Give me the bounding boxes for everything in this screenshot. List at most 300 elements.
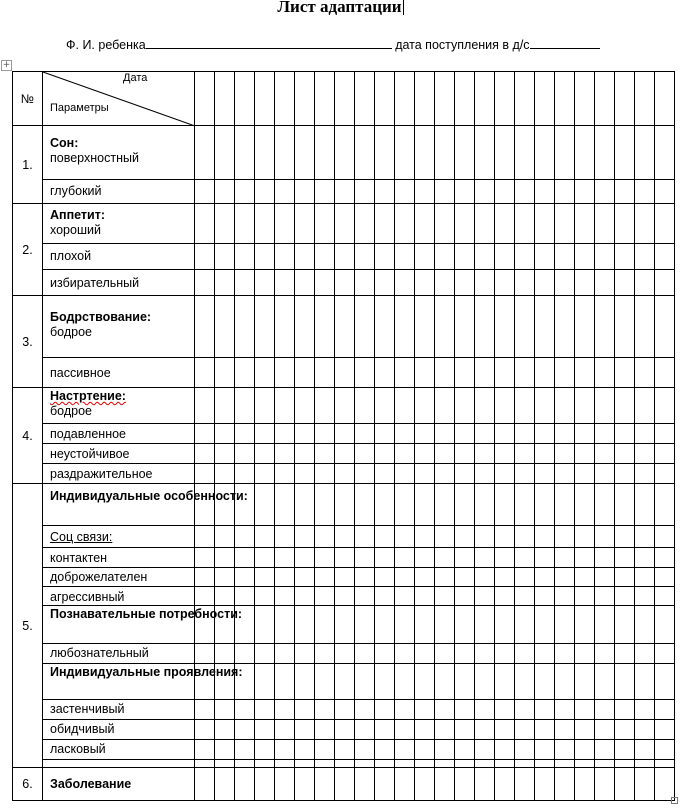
date-cell[interactable]	[215, 644, 235, 664]
date-cell[interactable]	[455, 358, 475, 388]
date-cell[interactable]	[455, 484, 475, 526]
date-cell[interactable]	[615, 126, 635, 180]
date-cell[interactable]	[655, 664, 675, 700]
date-cell[interactable]	[195, 464, 215, 484]
date-cell[interactable]	[375, 126, 395, 180]
date-cell[interactable]	[495, 720, 515, 740]
date-cell[interactable]	[375, 720, 395, 740]
date-cell[interactable]	[595, 296, 615, 358]
date-cell[interactable]	[495, 126, 515, 180]
date-cell[interactable]	[555, 548, 575, 568]
date-cell[interactable]	[475, 388, 495, 424]
date-cell[interactable]	[335, 768, 355, 801]
date-cell[interactable]	[595, 204, 615, 244]
date-cell[interactable]	[335, 270, 355, 296]
date-cell[interactable]	[595, 568, 615, 587]
date-cell[interactable]	[195, 548, 215, 568]
date-cell[interactable]	[275, 664, 295, 700]
date-cell[interactable]	[635, 126, 655, 180]
date-cell[interactable]	[375, 72, 395, 126]
date-cell[interactable]	[475, 568, 495, 587]
date-cell[interactable]	[275, 606, 295, 644]
date-cell[interactable]	[395, 760, 415, 768]
date-cell[interactable]	[215, 358, 235, 388]
date-cell[interactable]	[495, 568, 515, 587]
date-cell[interactable]	[415, 587, 435, 606]
date-cell[interactable]	[275, 568, 295, 587]
date-cell[interactable]	[575, 388, 595, 424]
date-cell[interactable]	[555, 606, 575, 644]
date-cell[interactable]	[455, 768, 475, 801]
date-cell[interactable]	[215, 296, 235, 358]
date-cell[interactable]	[615, 720, 635, 740]
date-cell[interactable]	[475, 296, 495, 358]
child-name-blank[interactable]	[146, 37, 392, 49]
date-cell[interactable]	[555, 740, 575, 760]
date-cell[interactable]	[275, 768, 295, 801]
date-cell[interactable]	[435, 768, 455, 801]
date-cell[interactable]	[475, 526, 495, 548]
date-cell[interactable]	[375, 700, 395, 720]
date-cell[interactable]	[215, 526, 235, 548]
date-cell[interactable]	[615, 388, 635, 424]
date-cell[interactable]	[595, 760, 615, 768]
date-cell[interactable]	[375, 587, 395, 606]
date-cell[interactable]	[315, 358, 335, 388]
date-cell[interactable]	[375, 296, 395, 358]
date-cell[interactable]	[455, 180, 475, 204]
date-cell[interactable]	[455, 606, 475, 644]
date-cell[interactable]	[435, 296, 455, 358]
date-cell[interactable]	[475, 424, 495, 444]
date-cell[interactable]	[535, 270, 555, 296]
date-cell[interactable]	[415, 740, 435, 760]
date-cell[interactable]	[275, 358, 295, 388]
date-cell[interactable]	[215, 720, 235, 740]
date-cell[interactable]	[335, 464, 355, 484]
date-cell[interactable]	[315, 740, 335, 760]
date-cell[interactable]	[395, 244, 415, 270]
date-cell[interactable]	[475, 484, 495, 526]
date-cell[interactable]	[395, 664, 415, 700]
date-cell[interactable]	[495, 768, 515, 801]
date-cell[interactable]	[295, 644, 315, 664]
date-cell[interactable]	[655, 244, 675, 270]
date-cell[interactable]	[215, 126, 235, 180]
date-cell[interactable]	[395, 270, 415, 296]
date-cell[interactable]	[535, 296, 555, 358]
date-cell[interactable]	[255, 587, 275, 606]
date-cell[interactable]	[255, 358, 275, 388]
date-cell[interactable]	[515, 606, 535, 644]
date-cell[interactable]	[555, 700, 575, 720]
date-cell[interactable]	[575, 526, 595, 548]
date-cell[interactable]	[455, 388, 475, 424]
date-cell[interactable]	[435, 444, 455, 464]
date-cell[interactable]	[595, 700, 615, 720]
date-cell[interactable]	[335, 720, 355, 740]
date-cell[interactable]	[555, 72, 575, 126]
date-cell[interactable]	[575, 548, 595, 568]
date-cell[interactable]	[495, 270, 515, 296]
date-cell[interactable]	[535, 464, 555, 484]
date-cell[interactable]	[435, 484, 455, 526]
date-cell[interactable]	[395, 424, 415, 444]
date-cell[interactable]	[375, 388, 395, 424]
date-cell[interactable]	[515, 444, 535, 464]
date-cell[interactable]	[355, 526, 375, 548]
date-cell[interactable]	[395, 587, 415, 606]
date-cell[interactable]	[335, 126, 355, 180]
date-cell[interactable]	[395, 526, 415, 548]
date-cell[interactable]	[615, 444, 635, 464]
date-cell[interactable]	[655, 204, 675, 244]
date-cell[interactable]	[635, 180, 655, 204]
date-cell[interactable]	[355, 424, 375, 444]
date-cell[interactable]	[495, 587, 515, 606]
date-cell[interactable]	[315, 244, 335, 270]
date-cell[interactable]	[335, 606, 355, 644]
date-cell[interactable]	[575, 444, 595, 464]
date-cell[interactable]	[535, 760, 555, 768]
date-cell[interactable]	[335, 568, 355, 587]
date-cell[interactable]	[275, 526, 295, 548]
date-cell[interactable]	[275, 72, 295, 126]
date-cell[interactable]	[535, 424, 555, 444]
date-cell[interactable]	[535, 548, 555, 568]
date-cell[interactable]	[295, 568, 315, 587]
date-cell[interactable]	[375, 180, 395, 204]
date-cell[interactable]	[515, 720, 535, 740]
date-cell[interactable]	[555, 644, 575, 664]
date-cell[interactable]	[655, 270, 675, 296]
date-cell[interactable]	[455, 720, 475, 740]
date-cell[interactable]	[575, 740, 595, 760]
date-cell[interactable]	[335, 444, 355, 464]
date-cell[interactable]	[315, 568, 335, 587]
admission-date-blank[interactable]	[530, 37, 600, 49]
date-cell[interactable]	[195, 72, 215, 126]
date-cell[interactable]	[355, 760, 375, 768]
date-cell[interactable]	[595, 548, 615, 568]
date-cell[interactable]	[475, 180, 495, 204]
date-cell[interactable]	[255, 270, 275, 296]
date-cell[interactable]	[495, 526, 515, 548]
date-cell[interactable]	[435, 568, 455, 587]
date-cell[interactable]	[215, 444, 235, 464]
date-cell[interactable]	[195, 424, 215, 444]
date-cell[interactable]	[595, 606, 615, 644]
date-cell[interactable]	[255, 768, 275, 801]
date-cell[interactable]	[535, 244, 555, 270]
date-cell[interactable]	[335, 244, 355, 270]
date-cell[interactable]	[275, 126, 295, 180]
date-cell[interactable]	[655, 526, 675, 548]
date-cell[interactable]	[435, 760, 455, 768]
date-cell[interactable]	[575, 700, 595, 720]
date-cell[interactable]	[435, 424, 455, 444]
date-cell[interactable]	[615, 760, 635, 768]
date-cell[interactable]	[315, 126, 335, 180]
date-cell[interactable]	[515, 244, 535, 270]
date-cell[interactable]	[515, 664, 535, 700]
date-cell[interactable]	[475, 760, 495, 768]
date-cell[interactable]	[255, 740, 275, 760]
date-cell[interactable]	[415, 296, 435, 358]
date-cell[interactable]	[235, 740, 255, 760]
date-cell[interactable]	[655, 72, 675, 126]
date-cell[interactable]	[455, 664, 475, 700]
date-cell[interactable]	[535, 358, 555, 388]
date-cell[interactable]	[455, 644, 475, 664]
date-cell[interactable]	[655, 568, 675, 587]
date-cell[interactable]	[395, 204, 415, 244]
date-cell[interactable]	[475, 270, 495, 296]
date-cell[interactable]	[255, 526, 275, 548]
date-cell[interactable]	[495, 484, 515, 526]
date-cell[interactable]	[335, 548, 355, 568]
date-cell[interactable]	[295, 244, 315, 270]
date-cell[interactable]	[655, 388, 675, 424]
date-cell[interactable]	[455, 244, 475, 270]
date-cell[interactable]	[555, 587, 575, 606]
table-move-handle-icon[interactable]: +	[2, 60, 11, 70]
date-cell[interactable]	[215, 464, 235, 484]
date-cell[interactable]	[295, 126, 315, 180]
date-cell[interactable]	[295, 606, 315, 644]
date-cell[interactable]	[635, 270, 655, 296]
date-cell[interactable]	[295, 270, 315, 296]
date-cell[interactable]	[395, 740, 415, 760]
date-cell[interactable]	[455, 568, 475, 587]
date-cell[interactable]	[535, 768, 555, 801]
date-cell[interactable]	[195, 126, 215, 180]
date-cell[interactable]	[455, 204, 475, 244]
date-cell[interactable]	[515, 700, 535, 720]
date-cell[interactable]	[435, 180, 455, 204]
date-cell[interactable]	[215, 740, 235, 760]
date-cell[interactable]	[575, 270, 595, 296]
date-cell[interactable]	[235, 526, 255, 548]
date-cell[interactable]	[255, 244, 275, 270]
date-cell[interactable]	[555, 204, 575, 244]
date-cell[interactable]	[295, 740, 315, 760]
date-cell[interactable]	[335, 388, 355, 424]
date-cell[interactable]	[195, 526, 215, 548]
date-cell[interactable]	[595, 72, 615, 126]
date-cell[interactable]	[355, 388, 375, 424]
date-cell[interactable]	[295, 358, 315, 388]
date-cell[interactable]	[355, 720, 375, 740]
date-cell[interactable]	[515, 296, 535, 358]
date-cell[interactable]	[455, 126, 475, 180]
date-cell[interactable]	[615, 644, 635, 664]
date-cell[interactable]	[555, 444, 575, 464]
date-cell[interactable]	[395, 388, 415, 424]
date-cell[interactable]	[475, 768, 495, 801]
date-cell[interactable]	[615, 768, 635, 801]
date-cell[interactable]	[275, 444, 295, 464]
date-cell[interactable]	[655, 424, 675, 444]
date-cell[interactable]	[335, 526, 355, 548]
date-cell[interactable]	[615, 740, 635, 760]
date-cell[interactable]	[255, 126, 275, 180]
date-cell[interactable]	[455, 464, 475, 484]
date-cell[interactable]	[635, 526, 655, 548]
date-cell[interactable]	[475, 126, 495, 180]
date-cell[interactable]	[615, 484, 635, 526]
date-cell[interactable]	[435, 720, 455, 740]
date-cell[interactable]	[415, 358, 435, 388]
date-cell[interactable]	[315, 424, 335, 444]
date-cell[interactable]	[375, 664, 395, 700]
date-cell[interactable]	[435, 700, 455, 720]
date-cell[interactable]	[395, 484, 415, 526]
date-cell[interactable]	[275, 587, 295, 606]
date-cell[interactable]	[515, 760, 535, 768]
date-cell[interactable]	[435, 606, 455, 644]
date-cell[interactable]	[635, 568, 655, 587]
date-cell[interactable]	[635, 664, 655, 700]
date-cell[interactable]	[595, 358, 615, 388]
date-cell[interactable]	[415, 464, 435, 484]
date-cell[interactable]	[535, 664, 555, 700]
date-cell[interactable]	[395, 644, 415, 664]
date-cell[interactable]	[315, 444, 335, 464]
date-cell[interactable]	[255, 760, 275, 768]
date-cell[interactable]	[655, 587, 675, 606]
date-cell[interactable]	[595, 644, 615, 664]
date-cell[interactable]	[515, 568, 535, 587]
date-cell[interactable]	[475, 700, 495, 720]
date-cell[interactable]	[455, 700, 475, 720]
date-cell[interactable]	[395, 768, 415, 801]
date-cell[interactable]	[435, 526, 455, 548]
date-cell[interactable]	[395, 444, 415, 464]
date-cell[interactable]	[435, 664, 455, 700]
date-cell[interactable]	[315, 664, 335, 700]
date-cell[interactable]	[415, 606, 435, 644]
date-cell[interactable]	[515, 204, 535, 244]
date-cell[interactable]	[595, 740, 615, 760]
date-cell[interactable]	[375, 606, 395, 644]
date-cell[interactable]	[655, 606, 675, 644]
date-cell[interactable]	[515, 740, 535, 760]
date-cell[interactable]	[215, 204, 235, 244]
date-cell[interactable]	[255, 204, 275, 244]
date-cell[interactable]	[515, 587, 535, 606]
date-cell[interactable]	[375, 270, 395, 296]
date-cell[interactable]	[455, 587, 475, 606]
date-cell[interactable]	[235, 388, 255, 424]
date-cell[interactable]	[575, 768, 595, 801]
date-cell[interactable]	[595, 180, 615, 204]
date-cell[interactable]	[255, 444, 275, 464]
date-cell[interactable]	[635, 72, 655, 126]
date-cell[interactable]	[275, 424, 295, 444]
date-cell[interactable]	[395, 464, 415, 484]
date-cell[interactable]	[195, 388, 215, 424]
date-cell[interactable]	[655, 464, 675, 484]
date-cell[interactable]	[635, 606, 655, 644]
date-cell[interactable]	[475, 548, 495, 568]
date-cell[interactable]	[395, 180, 415, 204]
date-cell[interactable]	[615, 587, 635, 606]
date-cell[interactable]	[635, 484, 655, 526]
date-cell[interactable]	[535, 568, 555, 587]
date-cell[interactable]	[415, 484, 435, 526]
date-cell[interactable]	[595, 464, 615, 484]
date-cell[interactable]	[355, 72, 375, 126]
date-cell[interactable]	[435, 464, 455, 484]
date-cell[interactable]	[235, 126, 255, 180]
date-cell[interactable]	[495, 296, 515, 358]
date-cell[interactable]	[315, 720, 335, 740]
date-cell[interactable]	[595, 484, 615, 526]
date-cell[interactable]	[435, 548, 455, 568]
date-cell[interactable]	[235, 72, 255, 126]
date-cell[interactable]	[195, 244, 215, 270]
date-cell[interactable]	[615, 664, 635, 700]
date-cell[interactable]	[375, 424, 395, 444]
date-cell[interactable]	[575, 296, 595, 358]
date-cell[interactable]	[375, 760, 395, 768]
date-cell[interactable]	[435, 270, 455, 296]
date-cell[interactable]	[375, 768, 395, 801]
date-cell[interactable]	[635, 587, 655, 606]
date-cell[interactable]	[335, 587, 355, 606]
date-cell[interactable]	[355, 296, 375, 358]
date-cell[interactable]	[595, 424, 615, 444]
date-cell[interactable]	[255, 484, 275, 526]
date-cell[interactable]	[195, 720, 215, 740]
date-cell[interactable]	[355, 740, 375, 760]
date-cell[interactable]	[315, 606, 335, 644]
date-cell[interactable]	[215, 700, 235, 720]
date-cell[interactable]	[315, 204, 335, 244]
date-cell[interactable]	[395, 296, 415, 358]
date-cell[interactable]	[275, 700, 295, 720]
date-cell[interactable]	[515, 464, 535, 484]
date-cell[interactable]	[475, 204, 495, 244]
date-cell[interactable]	[215, 768, 235, 801]
date-cell[interactable]	[235, 568, 255, 587]
date-cell[interactable]	[375, 526, 395, 548]
date-cell[interactable]	[575, 204, 595, 244]
date-cell[interactable]	[255, 720, 275, 740]
date-cell[interactable]	[395, 548, 415, 568]
date-cell[interactable]	[415, 720, 435, 740]
date-cell[interactable]	[635, 464, 655, 484]
date-cell[interactable]	[555, 296, 575, 358]
date-cell[interactable]	[635, 768, 655, 801]
date-cell[interactable]	[275, 484, 295, 526]
date-cell[interactable]	[455, 72, 475, 126]
date-cell[interactable]	[415, 568, 435, 587]
date-cell[interactable]	[355, 358, 375, 388]
date-cell[interactable]	[555, 484, 575, 526]
date-cell[interactable]	[595, 388, 615, 424]
date-cell[interactable]	[355, 606, 375, 644]
date-cell[interactable]	[595, 444, 615, 464]
date-cell[interactable]	[555, 720, 575, 740]
date-cell[interactable]	[315, 464, 335, 484]
date-cell[interactable]	[655, 644, 675, 664]
date-cell[interactable]	[515, 180, 535, 204]
date-cell[interactable]	[615, 464, 635, 484]
date-cell[interactable]	[575, 568, 595, 587]
date-cell[interactable]	[615, 606, 635, 644]
